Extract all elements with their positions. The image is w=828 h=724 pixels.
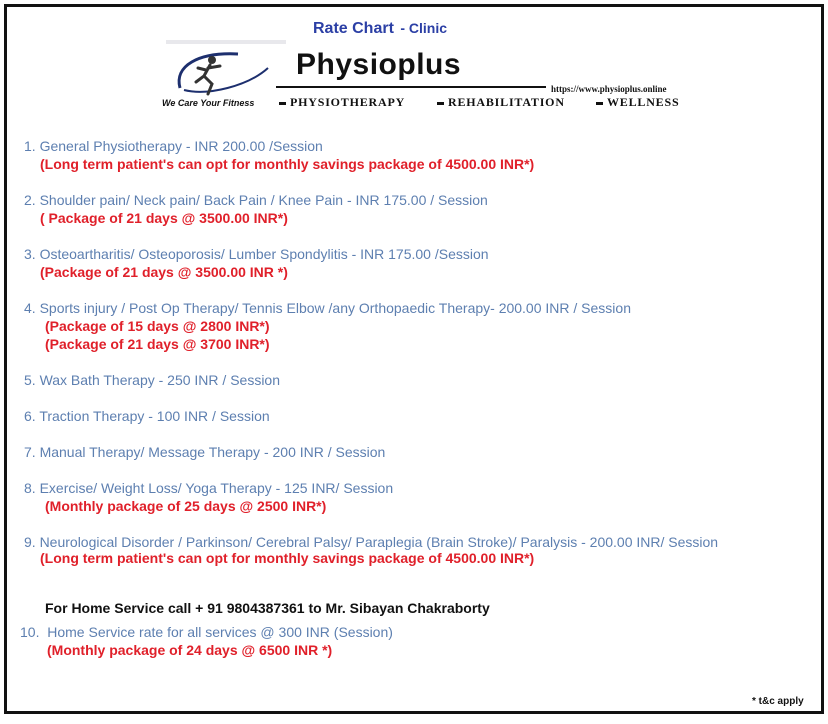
tagline: We Care Your Fitness xyxy=(162,98,255,108)
title-subtitle: - Clinic xyxy=(400,20,448,36)
rate-item-7: 7. Manual Therapy/ Message Therapy - 200 INR / Session xyxy=(24,444,386,460)
rate-item-1: 1. General Physiotherapy - INR 200.00 /Session xyxy=(24,138,323,154)
runner-logo-icon xyxy=(168,44,278,102)
package-note: ( Package of 21 days @ 3500.00 INR*) xyxy=(40,210,288,226)
page-title xyxy=(313,20,447,38)
bullet-icon xyxy=(437,102,444,105)
bullet-icon xyxy=(279,102,286,105)
rate-item-8: 8. Exercise/ Weight Loss/ Yoga Therapy - 125 INR/ Session xyxy=(24,480,394,496)
item-number: 10. xyxy=(20,624,40,640)
service-physiotherapy: PHYSIOTHERAPY xyxy=(279,95,405,110)
package-note: (Long term patient's can opt for monthly savings package of 4500.00 INR*) xyxy=(40,550,535,566)
package-note: (Monthly package of 25 days @ 2500 INR*) xyxy=(45,498,327,514)
title-text: Rate Chart xyxy=(313,20,394,37)
rate-item-9: 9. Neurological Disorder / Parkinson/ Cerebral Palsy/ Paraplegia (Brain Stroke)/ Paralysis - 200.00 INR/ Session xyxy=(24,534,719,550)
rate-item-4: 4. Sports injury / Post Op Therapy/ Tennis Elbow /any Orthopaedic Therapy- 200.00 INR / Session xyxy=(24,300,631,316)
package-note: (Package of 21 days @ 3500.00 INR *) xyxy=(40,264,288,280)
terms-note: * t&c apply xyxy=(752,696,804,707)
package-note: (Monthly package of 24 days @ 6500 INR *) xyxy=(47,642,333,658)
rate-item-2: 2. Shoulder pain/ Neck pain/ Back Pain / Knee Pain - INR 175.00 / Session xyxy=(24,192,488,208)
package-note: (Package of 21 days @ 3700 INR*) xyxy=(45,336,270,352)
package-note: (Package of 15 days @ 2800 INR*) xyxy=(45,318,270,334)
bullet-icon xyxy=(596,102,603,105)
home-service-contact: For Home Service call + 91 9804387361 to Mr. Sibayan Chakraborty xyxy=(45,600,490,616)
rate-item-10 xyxy=(20,624,393,640)
home-service-rate: Home Service rate for all services @ 300 INR (Session) xyxy=(47,624,393,640)
package-note: (Long term patient's can opt for monthly savings package of 4500.00 INR*) xyxy=(40,156,535,172)
service-rehabilitation: REHABILITATION xyxy=(437,95,565,110)
rate-item-6: 6. Traction Therapy - 100 INR / Session xyxy=(24,408,270,424)
service-wellness: WELLNESS xyxy=(596,95,679,110)
rate-item-3: 3. Osteoartharitis/ Osteoporosis/ Lumber Spondylitis - INR 175.00 /Session xyxy=(24,246,489,262)
website-url[interactable]: https://www.physioplus.online xyxy=(551,84,667,94)
brand-name: Physioplus xyxy=(296,48,462,81)
brand-underline xyxy=(276,86,546,88)
rate-item-5: 5. Wax Bath Therapy - 250 INR / Session xyxy=(24,372,281,388)
